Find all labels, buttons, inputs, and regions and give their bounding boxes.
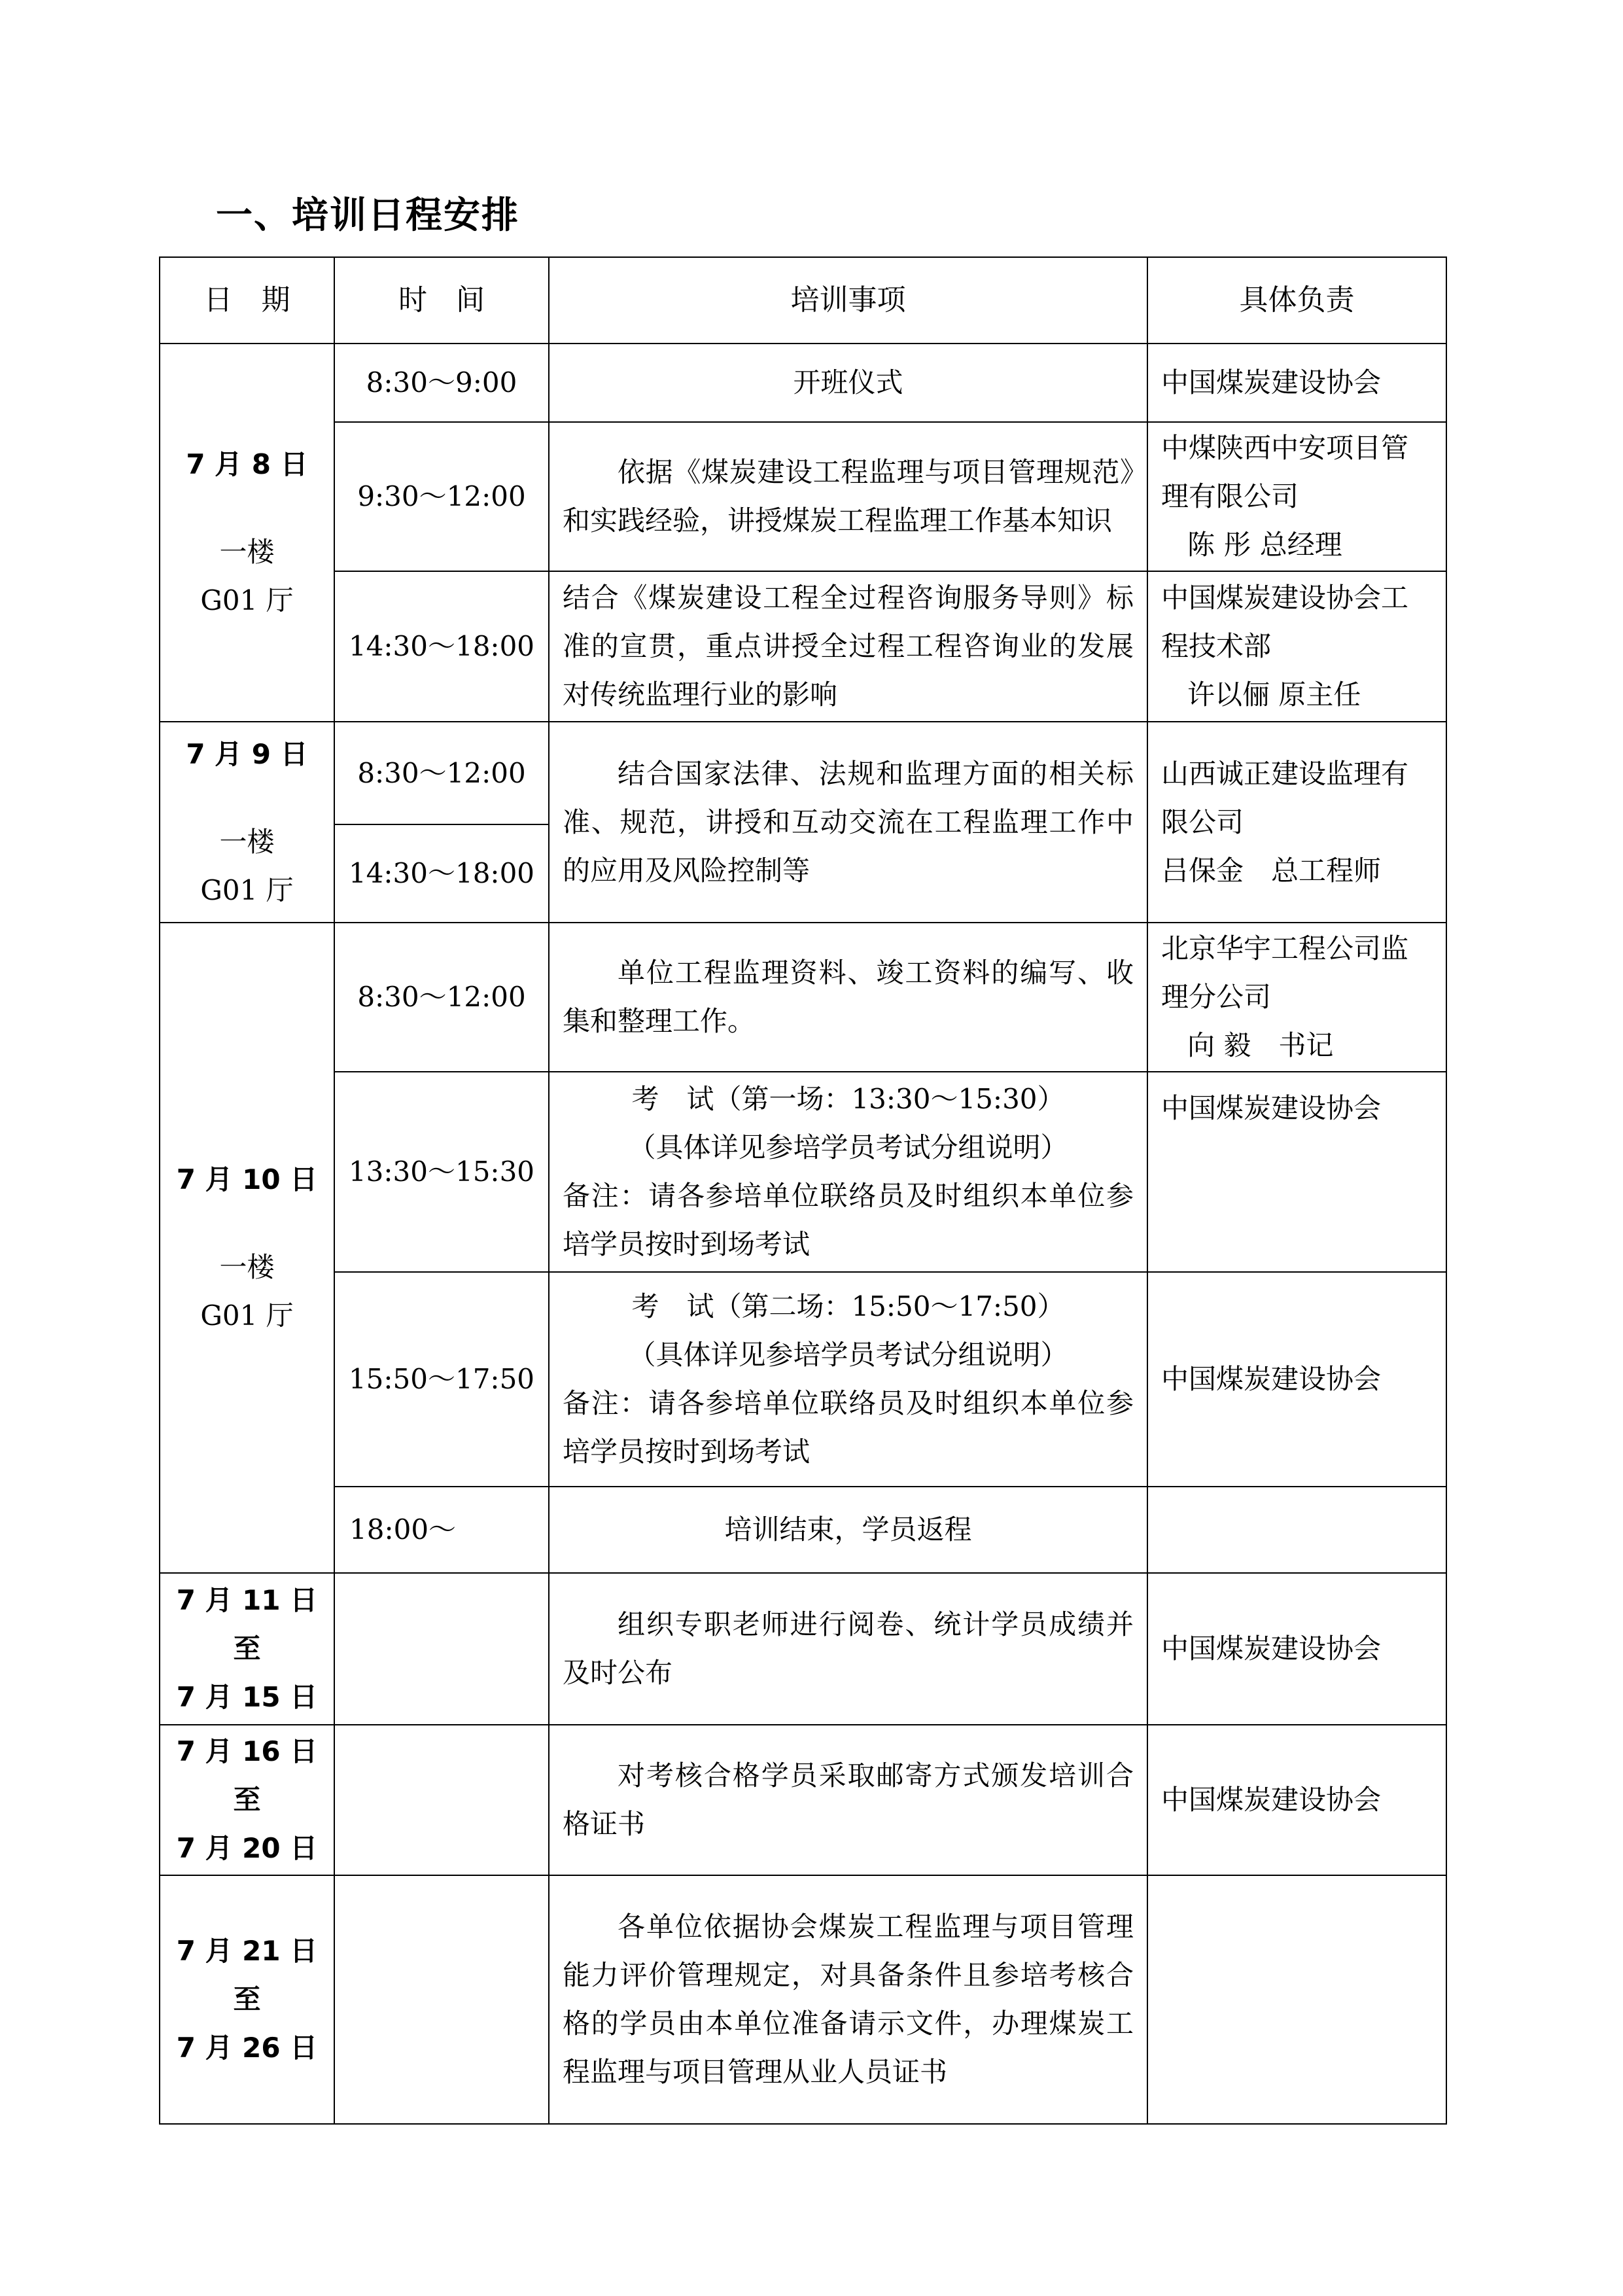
time-cell: 13:30～15:30	[334, 1072, 549, 1272]
header-item: 培训事项	[549, 257, 1147, 344]
header-date: 日 期	[160, 257, 334, 344]
date-label: 7 月 8 日	[186, 448, 308, 480]
resp-cell: 中国煤炭建设协会	[1147, 344, 1446, 422]
resp-cell	[1147, 722, 1446, 923]
date-cell	[160, 344, 334, 722]
item-cell: 组织专职老师进行阅卷、统计学员成绩并及时公布	[549, 1573, 1147, 1725]
table-row	[160, 571, 1446, 722]
date-from: 7 月 21 日	[176, 1935, 318, 1967]
date-cell	[160, 1573, 334, 1725]
resp-person: 吕保金 总工程师	[1161, 854, 1382, 887]
resp-org: 山西诚正建设监理有限公司	[1161, 757, 1409, 838]
item-cell: 开班仪式	[549, 344, 1147, 422]
date-from: 7 月 16 日	[176, 1735, 318, 1767]
item-cell: 对考核合格学员采取邮寄方式颁发培训合格证书	[549, 1725, 1147, 1875]
table-row	[160, 422, 1446, 571]
location-hall: G01 厅	[200, 584, 294, 616]
time-cell: 14:30～18:00	[334, 824, 549, 923]
date-from: 7 月 11 日	[176, 1584, 318, 1616]
exam-remark: 备注：请各参培单位联络员及时组织本单位参培学员按时到场考试	[563, 1387, 1134, 1468]
date-to-word: 至	[233, 1784, 261, 1816]
item-cell: 结合《煤炭建设工程全过程咨询服务导则》标准的宣贯，重点讲授全过程工程咨询业的发展对传统监理行业的影响	[549, 571, 1147, 722]
time-cell	[334, 1573, 549, 1725]
time-cell: 18:00～	[334, 1487, 549, 1573]
resp-cell	[1147, 923, 1446, 1072]
time-cell: 15:50～17:50	[334, 1272, 549, 1487]
resp-cell: 中国煤炭建设协会	[1147, 1072, 1446, 1272]
resp-cell	[1147, 571, 1446, 722]
resp-org: 中国煤炭建设协会工程技术部	[1161, 582, 1409, 662]
time-cell: 8:30～9:00	[334, 344, 549, 422]
location-floor: 一楼	[219, 1251, 275, 1283]
location-floor: 一楼	[219, 536, 275, 568]
table-row	[160, 1573, 1446, 1725]
date-to-word: 至	[233, 1983, 261, 2015]
resp-person: 许以俪 原主任	[1187, 679, 1361, 711]
header-resp: 具体负责	[1147, 257, 1446, 344]
table-row	[160, 1272, 1446, 1487]
header-time: 时 间	[334, 257, 549, 344]
resp-cell	[1147, 1487, 1446, 1573]
resp-cell: 中国煤炭建设协会	[1147, 1725, 1446, 1875]
location-hall: G01 厅	[200, 874, 294, 906]
date-cell	[160, 923, 334, 1573]
date-cell	[160, 1725, 334, 1875]
time-cell: 9:30～12:00	[334, 422, 549, 571]
table-row	[160, 722, 1446, 824]
item-cell	[549, 1072, 1147, 1272]
item-cell: 各单位依据协会煤炭工程监理与项目管理能力评价管理规定，对具备条件且参培考核合格的学员由本单位准备请示文件，办理煤炭工程监理与项目管理从业人员证书	[549, 1875, 1147, 2124]
time-cell: 14:30～18:00	[334, 571, 549, 722]
resp-cell	[1147, 1875, 1446, 2124]
location-hall: G01 厅	[200, 1299, 294, 1332]
date-to: 7 月 26 日	[176, 2032, 318, 2064]
exam-note: （具体详见参培学员考试分组说明）	[628, 1131, 1068, 1163]
date-to: 7 月 20 日	[176, 1832, 318, 1864]
date-cell	[160, 1875, 334, 2124]
exam-remark: 备注：请各参培单位联络员及时组织本单位参培学员按时到场考试	[563, 1180, 1134, 1260]
header-row	[160, 257, 1446, 344]
date-label: 7 月 10 日	[176, 1163, 318, 1195]
time-cell: 8:30～12:00	[334, 923, 549, 1072]
resp-org: 北京华宇工程公司监理分公司	[1161, 932, 1409, 1013]
resp-person: 陈 彤 总经理	[1187, 529, 1342, 561]
item-cell: 培训结束，学员返程	[549, 1487, 1147, 1573]
table-row	[160, 1487, 1446, 1573]
item-cell: 单位工程监理资料、竣工资料的编写、收集和整理工作。	[549, 923, 1147, 1072]
date-to-word: 至	[233, 1633, 261, 1665]
item-cell: 依据《煤炭建设工程监理与项目管理规范》和实践经验，讲授煤炭工程监理工作基本知识	[549, 422, 1147, 571]
page-title: 一、培训日程安排	[216, 194, 519, 237]
table-row	[160, 1072, 1446, 1272]
time-cell	[334, 1725, 549, 1875]
exam-note: （具体详见参培学员考试分组说明）	[628, 1339, 1068, 1371]
table-row	[160, 1725, 1446, 1875]
location-floor: 一楼	[219, 825, 275, 858]
exam-title: 考 试（第二场：15:50～17:50）	[631, 1290, 1065, 1322]
date-cell	[160, 722, 334, 923]
resp-org: 中煤陕西中安项目管理有限公司	[1161, 432, 1409, 512]
table-row	[160, 344, 1446, 422]
schedule-table	[159, 256, 1447, 2125]
time-cell	[334, 1875, 549, 2124]
resp-cell: 中国煤炭建设协会	[1147, 1272, 1446, 1487]
item-cell: 结合国家法律、法规和监理方面的相关标准、规范，讲授和互动交流在工程监理工作中的应用及风险控制等	[549, 722, 1147, 923]
time-cell: 8:30～12:00	[334, 722, 549, 824]
date-to: 7 月 15 日	[176, 1681, 318, 1713]
resp-person: 向 毅 书记	[1187, 1029, 1334, 1061]
date-label: 7 月 9 日	[186, 737, 308, 770]
resp-cell: 中国煤炭建设协会	[1147, 1573, 1446, 1725]
table-row	[160, 1875, 1446, 2124]
item-cell	[549, 1272, 1147, 1487]
exam-title: 考 试（第一场：13:30～15:30）	[631, 1083, 1065, 1115]
table-row	[160, 923, 1446, 1072]
resp-cell	[1147, 422, 1446, 571]
